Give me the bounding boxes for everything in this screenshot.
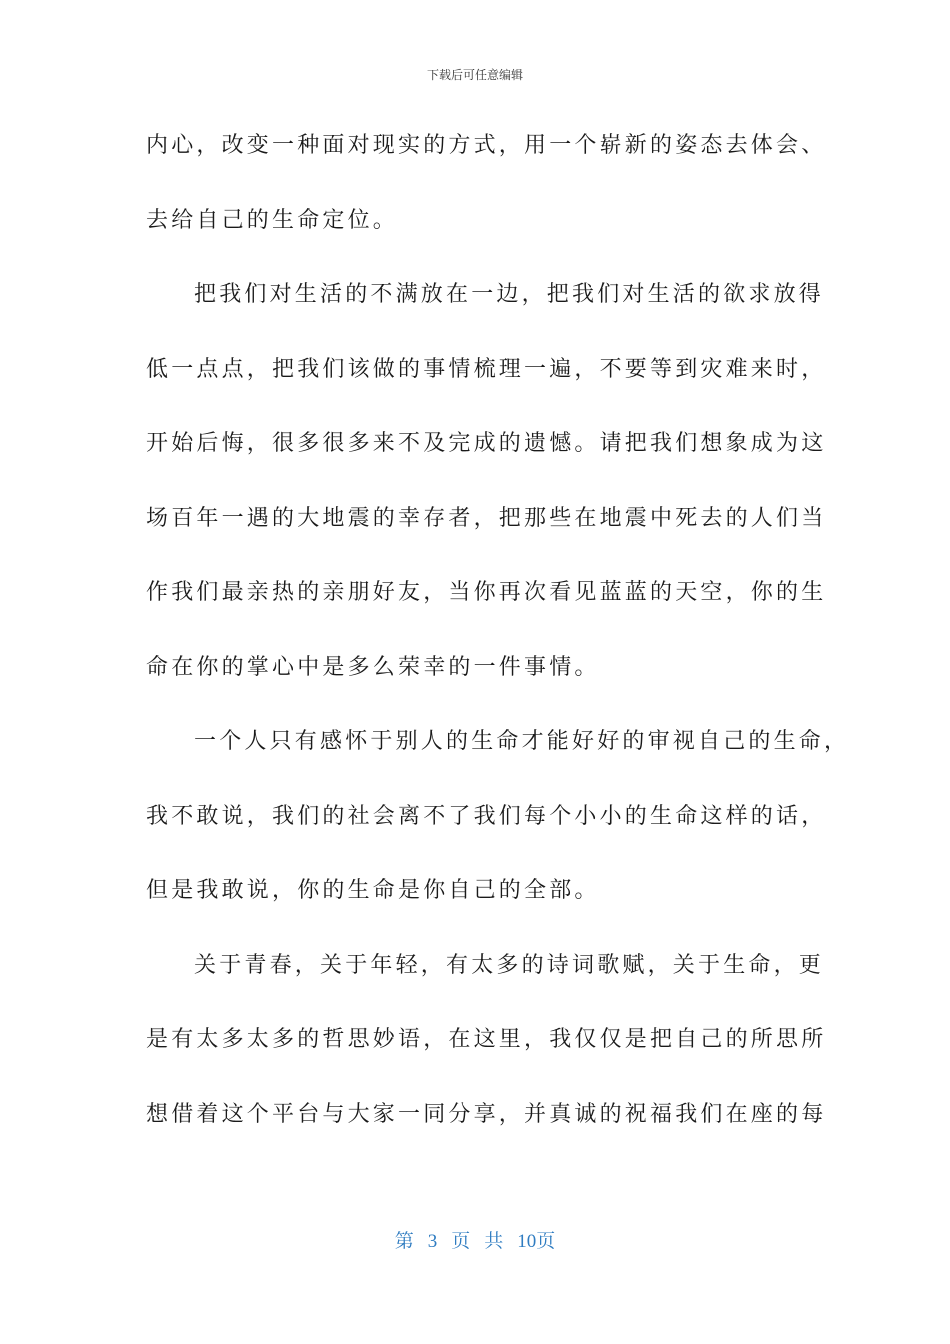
text-line-5: 开始后悔，很多很多来不及完成的遗憾。请把我们想象成为这 — [146, 431, 827, 456]
text-line-8: 命在你的掌心中是多么荣幸的一件事情。 — [146, 654, 600, 680]
document-body — [146, 122, 850, 1165]
text-line-13: 是有太多太多的哲思妙语，在这里，我仅仅是把自己的所思所 — [146, 1027, 827, 1052]
text-line-14: 想借着这个平台与大家一同分享，并真诚的祝福我们在座的每 — [146, 1101, 827, 1127]
text-line-4: 低一点点，把我们该做的事情梳理一遍，不要等到灾难来时， — [146, 356, 827, 382]
text-line-6: 场百年一遇的大地震的幸存者，把那些在地震中死去的人们当 — [146, 505, 827, 531]
text-line-7: 作我们最亲热的亲朋好友，当你再次看见蓝蓝的天空，你的生 — [146, 580, 827, 605]
text-line-9: 一个人只有感怀于别人的生命才能好好的审视自己的生命， — [194, 729, 850, 754]
footer-total-word: 共 — [484, 1231, 504, 1252]
footer-current-page: 3 — [427, 1231, 438, 1252]
footer-page-word: 页 — [451, 1231, 471, 1252]
page-header: 下载后可任意编辑 — [426, 68, 523, 82]
page-footer — [0, 1226, 950, 1253]
text-line-12: 关于青春，关于年轻，有太多的诗词歌赋，关于生命，更 — [194, 952, 825, 978]
text-line-1: 内心，改变一种面对现实的方式，用一个崭新的姿态去体会、 — [146, 133, 827, 158]
footer-total-pages: 10页 — [517, 1231, 556, 1252]
text-line-2: 去给自己的生命定位。 — [146, 207, 399, 233]
text-line-3: 把我们对生活的不满放在一边，把我们对生活的欲求放得 — [194, 282, 825, 307]
text-line-11: 但是我敢说，你的生命是你自己的全部。 — [146, 878, 600, 903]
text-line-10: 我不敢说，我们的社会离不了我们每个小小的生命这样的话， — [146, 803, 827, 829]
footer-prefix: 第 — [394, 1231, 414, 1252]
